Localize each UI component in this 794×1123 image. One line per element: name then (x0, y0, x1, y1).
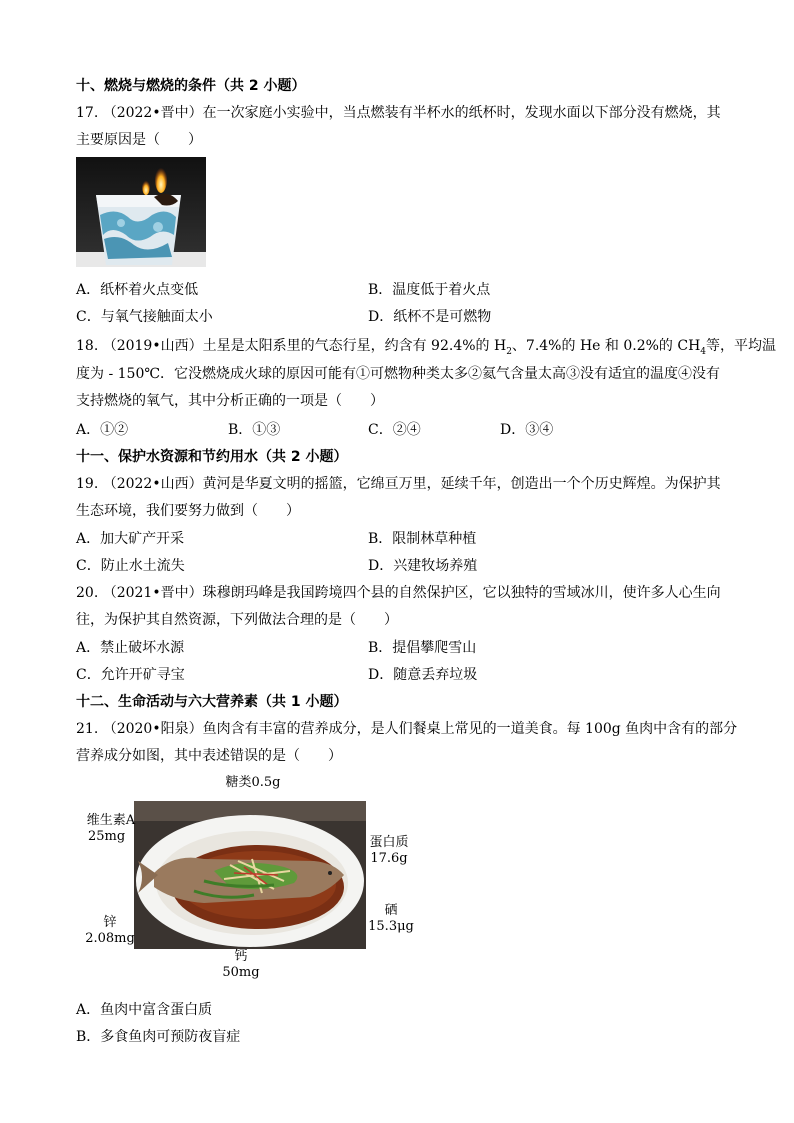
q18-line1-part-b: 、7.4%的 He 和 0.2%的 CH (511, 338, 701, 354)
q19-option-b: B．限制林草种植 (368, 531, 477, 547)
q17-stem-line1: 17. （2022•晋中）在一次家庭小实验中，当点燃装有半杯水的纸杯时，发现水面以下部分没有燃烧，其 (76, 105, 721, 121)
q19-stem-line2: 生态环境，我们要努力做到（ ） (76, 503, 300, 519)
label-zinc (80, 915, 140, 947)
section-11-title: 十一、保护水资源和节约用水（共 2 小题） (76, 449, 348, 465)
q20-stem-line2: 往，为保护其自然资源，下列做法合理的是（ ） (76, 612, 398, 628)
q17-option-c: C．与氧气接触面太小 (76, 309, 213, 325)
q21-option-b: B．多食鱼肉可预防夜盲症 (76, 1029, 241, 1045)
q18-line1-part-a: 18. （2019•山西）土星是太阳系里的气态行星，约含有 92.4%的 H (76, 338, 507, 354)
q18-stem-line3: 支持燃烧的氧气，其中分析正确的一项是（ ） (76, 393, 384, 409)
zinc-name: 锌 (103, 915, 117, 930)
calcium-name: 钙 (234, 949, 248, 964)
zinc-value: 2.08mg (85, 931, 135, 946)
label-vitamin-a (76, 813, 146, 845)
protein-name: 蛋白质 (369, 835, 409, 850)
q18-option-a: A．①② (76, 422, 129, 438)
fish-nutrition-figure (76, 775, 416, 985)
vitamin-a-value: 25mg (88, 829, 126, 844)
sugar-value: 0.5g (251, 775, 281, 790)
q20-stem-line1: 20. （2021•晋中）珠穆朗玛峰是我国跨境四个县的自然保护区，它以独特的雪域冰川，使许多人心生向 (76, 585, 721, 601)
protein-value: 17.6g (370, 851, 408, 866)
selenium-name: 硒 (384, 903, 398, 918)
q18-option-b: B．①③ (228, 422, 281, 438)
q18-option-d: D．③④ (500, 422, 554, 438)
q17-option-d: D．纸杯不是可燃物 (368, 309, 492, 325)
label-sugar (216, 775, 290, 791)
q19-option-d: D．兴建牧场养殖 (368, 558, 478, 574)
paper-cup-burning-photo (76, 157, 206, 267)
q20-option-b: B．提倡攀爬雪山 (368, 640, 477, 656)
steamed-fish-photo (134, 801, 366, 949)
q18-stem-line1 (76, 337, 776, 361)
label-protein (364, 835, 414, 867)
q17-option-b: B．温度低于着火点 (368, 282, 491, 298)
q18-line1-part-c: 等，平均温 (706, 338, 777, 354)
label-calcium (216, 949, 266, 981)
q19-option-a: A．加大矿产开采 (76, 531, 185, 547)
sugar-name: 糖类 (225, 775, 252, 790)
q19-option-c: C．防止水土流失 (76, 558, 185, 574)
section-12-title: 十二、生命活动与六大营养素（共 1 小题） (76, 694, 348, 710)
q18-option-c: C．②④ (368, 422, 421, 438)
section-10-title: 十、燃烧与燃烧的条件（共 2 小题） (76, 78, 306, 94)
label-selenium (366, 903, 416, 935)
q21-stem-line1: 21. （2020•阳泉）鱼肉含有丰富的营养成分，是人们餐桌上常见的一道美食。每 100g 鱼肉中含有的部分 (76, 721, 738, 737)
q18-stem-line2: 度为 - 150℃．它没燃烧成火球的原因可能有①可燃物种类太多②氦气含量太高③没有适宜的温度④没有 (76, 366, 721, 382)
q20-option-d: D．随意丢弃垃圾 (368, 667, 478, 683)
q18-subscript-h2: 2 (506, 346, 512, 357)
q21-stem-line2: 营养成分如图，其中表述错误的是（ ） (76, 748, 342, 764)
q18-subscript-ch4: 4 (700, 346, 707, 357)
calcium-value: 50mg (222, 965, 260, 980)
q20-option-c: C．允许开矿寻宝 (76, 667, 185, 683)
selenium-value: 15.3μg (368, 919, 414, 934)
q20-option-a: A．禁止破坏水源 (76, 640, 185, 656)
q19-stem-line1: 19. （2022•山西）黄河是华夏文明的摇篮，它绵亘万里，延续千年，创造出一个个历史辉煌。为保护其 (76, 476, 721, 492)
q17-option-a: A．纸杯着火点变低 (76, 282, 199, 298)
q21-option-a: A．鱼肉中富含蛋白质 (76, 1002, 213, 1018)
q17-stem-line2: 主要原因是（ ） (76, 132, 202, 148)
vitamin-a-name: 维生素A (86, 813, 136, 828)
